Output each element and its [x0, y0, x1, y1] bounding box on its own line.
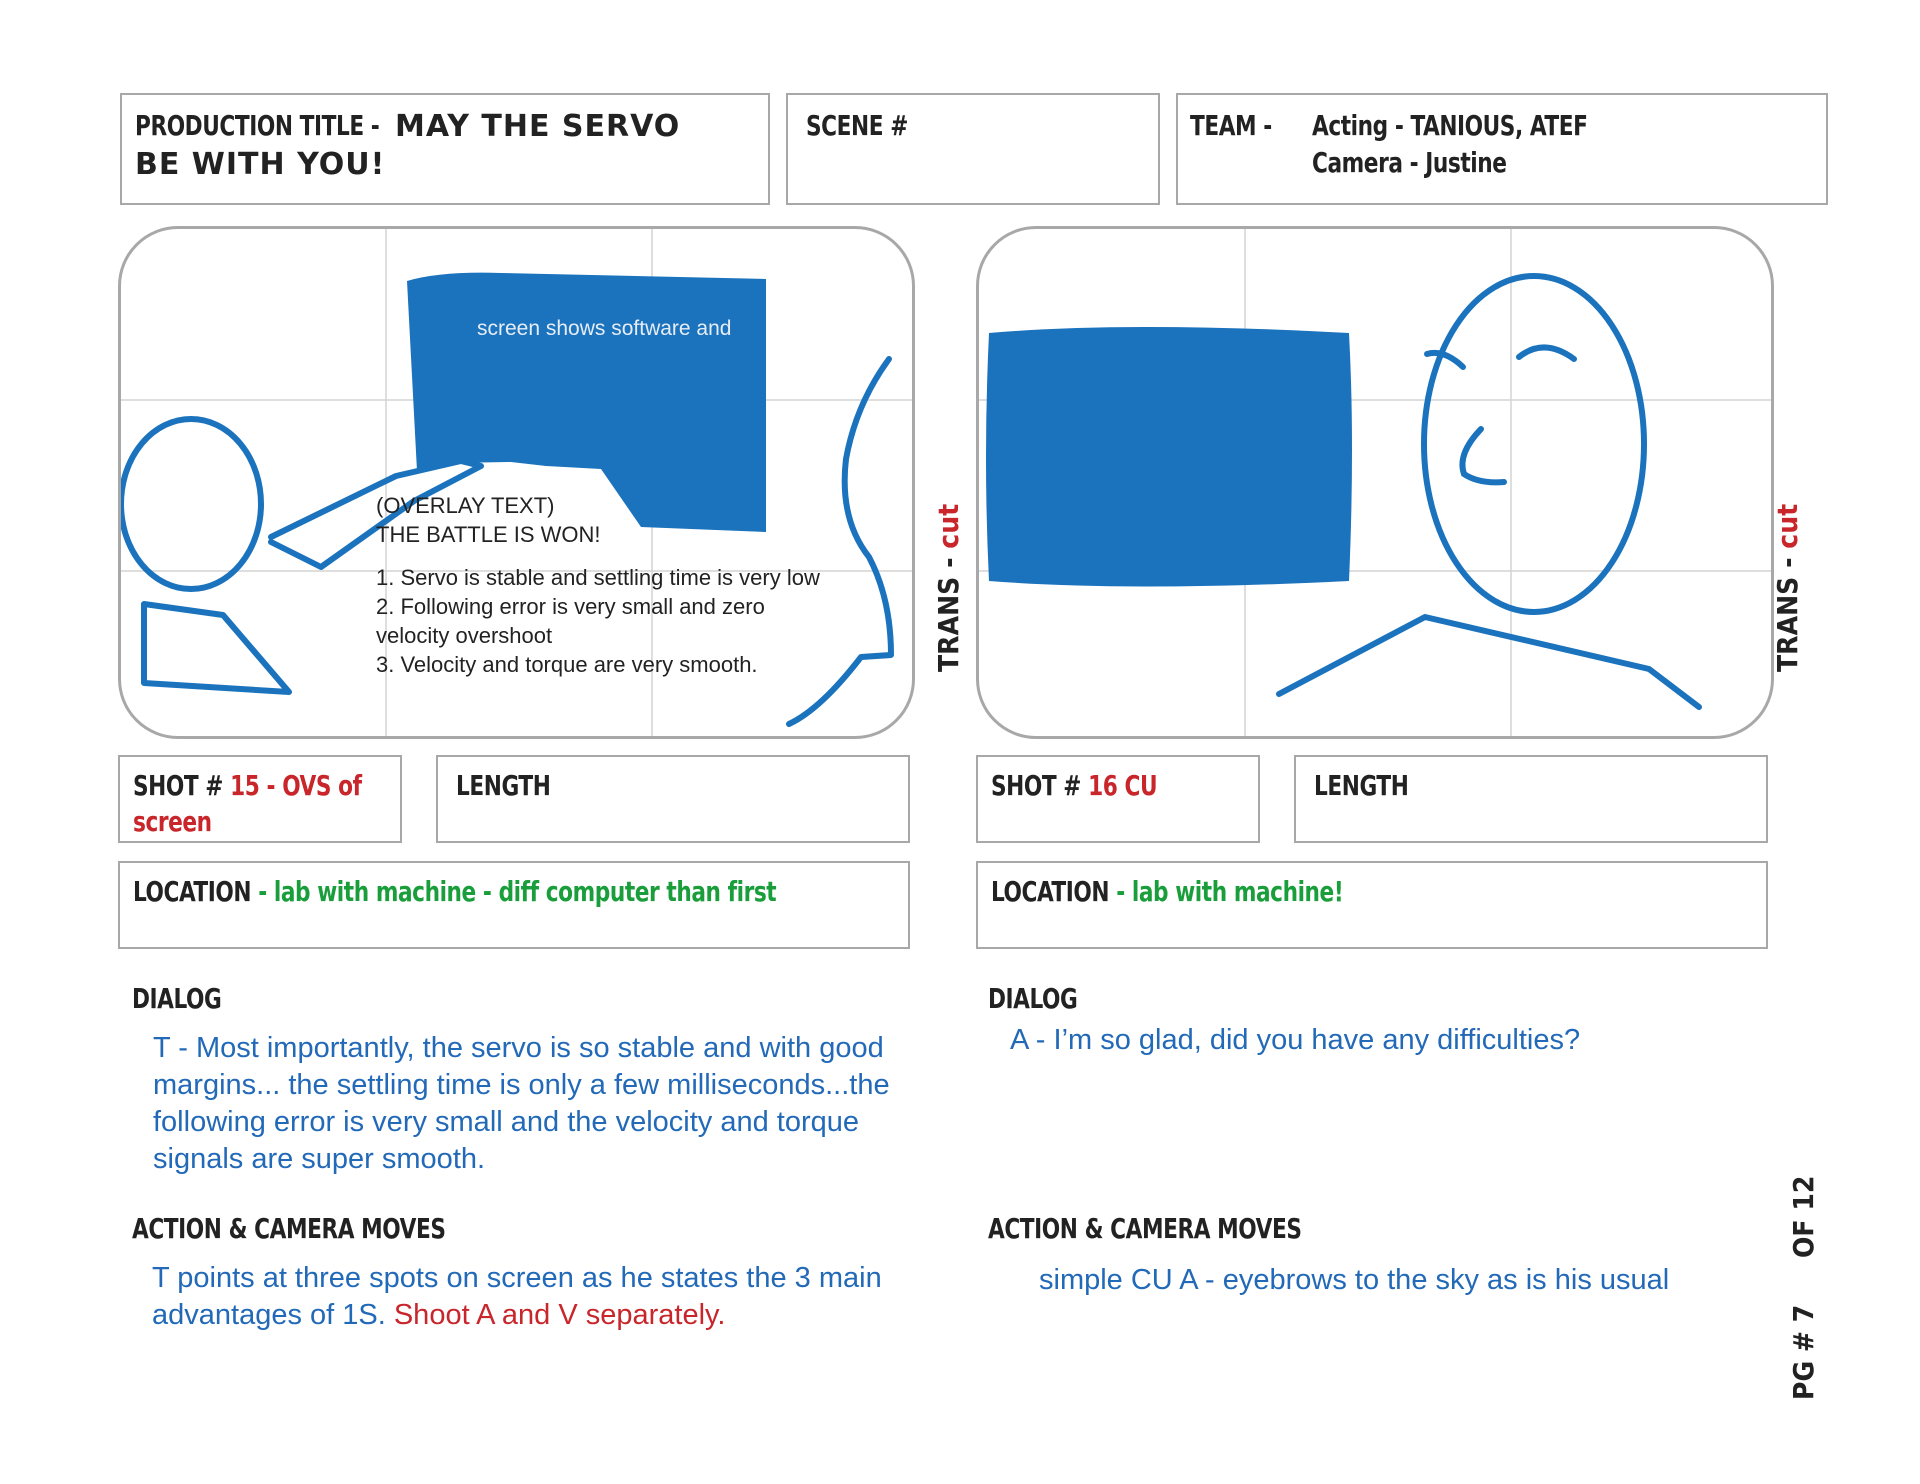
shoulders: [1279, 617, 1699, 707]
length-box-right: [1294, 755, 1768, 843]
transition-value: cut: [932, 503, 965, 549]
page-total: OF 12: [1787, 1175, 1820, 1258]
overlay-item-1: 1. Servo is stable and settling time is very low: [376, 565, 820, 590]
transition-label: TRANS -: [1771, 548, 1804, 672]
computer-screen-shape: [986, 327, 1352, 587]
shot-box-left: [118, 755, 402, 843]
team-label: TEAM -: [1190, 109, 1272, 142]
screen-caption: screen shows software and: [477, 317, 732, 340]
transition-label-left: [932, 504, 965, 672]
action-heading-left: ACTION & CAMERA MOVES: [132, 1212, 446, 1245]
scene-label: SCENE #: [806, 109, 908, 142]
location-label: LOCATION: [133, 875, 252, 908]
dialog-line: following error is very small and the velocity and torque: [153, 1106, 859, 1138]
page-number: PG # 7: [1787, 1304, 1820, 1400]
dialog-line: T - Most importantly, the servo is so stable and with good: [153, 1032, 884, 1064]
team-camera: Camera - Justine: [1312, 146, 1507, 179]
shot-number-left: [133, 769, 362, 802]
location-right: [991, 875, 1343, 908]
face-outline: [1424, 276, 1644, 612]
action-line-1: T points at three spots on screen as he states the 3 main: [152, 1262, 882, 1294]
action-heading-right: ACTION & CAMERA MOVES: [988, 1212, 1302, 1245]
transition-label: TRANS -: [932, 548, 965, 672]
location-value: - lab with machine!: [1109, 875, 1344, 908]
shot-number-right: [991, 769, 1157, 802]
shot-value: 15 - OVS of: [230, 769, 362, 802]
shot-value-cont: screen: [133, 805, 212, 838]
right-eyebrow: [1519, 347, 1574, 359]
nose: [1462, 429, 1504, 482]
length-box-left: [436, 755, 910, 843]
overlay-text: [376, 491, 820, 679]
action-text-right: simple CU A - eyebrows to the sky as is his usual: [1039, 1264, 1670, 1296]
shot-label: SHOT #: [991, 769, 1089, 802]
production-title: [135, 109, 681, 144]
dialog-heading-right: DIALOG: [988, 982, 1078, 1015]
transition-label-right: [1771, 504, 1804, 672]
dialog-line: signals are super smooth.: [153, 1143, 486, 1175]
shot-box-right: [976, 755, 1260, 843]
location-box-right: [976, 861, 1768, 949]
length-label: LENGTH: [1314, 769, 1409, 802]
production-title-label: PRODUCTION TITLE -: [135, 109, 380, 142]
shot-value: 16 CU: [1088, 769, 1158, 802]
team-acting: Acting - TANIOUS, ATEF: [1312, 109, 1588, 142]
person-torso: [144, 604, 289, 692]
production-title-line-2: BE WITH YOU!: [135, 147, 386, 182]
location-label: LOCATION: [991, 875, 1110, 908]
location-value: - lab with machine - diff computer than first: [251, 875, 777, 908]
dialog-line: margins... the settling time is only a few milliseconds...the: [153, 1069, 890, 1101]
person-head: [121, 419, 261, 589]
overlay-item-3: 3. Velocity and torque are very smooth.: [376, 652, 758, 677]
dialog-text-left: [153, 1030, 890, 1178]
overlay-heading-1: (OVERLAY TEXT): [376, 493, 555, 518]
left-eyebrow: [1427, 353, 1463, 367]
length-label: LENGTH: [456, 769, 551, 802]
dialog-heading-left: DIALOG: [132, 982, 222, 1015]
location-left: [133, 875, 776, 908]
overlay-item-2-cont: velocity overshoot: [376, 623, 553, 648]
shot-label: SHOT #: [133, 769, 231, 802]
action-line-2: advantages of 1S.: [152, 1299, 394, 1331]
team-box: [1176, 93, 1828, 205]
overlay-item-2: 2. Following error is very small and zero: [376, 594, 765, 619]
sketch-panel-left: [118, 226, 915, 739]
location-box-left: [118, 861, 910, 949]
production-title-box: [120, 93, 770, 205]
sketch-drawing-right: [979, 229, 1774, 739]
scene-box: [786, 93, 1160, 205]
action-note-red: Shoot A and V separately.: [393, 1299, 726, 1331]
transition-value: cut: [1771, 503, 1804, 549]
action-text-left: [152, 1260, 882, 1334]
overlay-heading-2: THE BATTLE IS WON!: [376, 522, 601, 547]
sketch-panel-right: [976, 226, 1774, 739]
production-title-line-1: MAY THE SERVO: [395, 109, 681, 144]
dialog-text-right: A - I’m so glad, did you have any difficulties?: [1010, 1024, 1581, 1056]
